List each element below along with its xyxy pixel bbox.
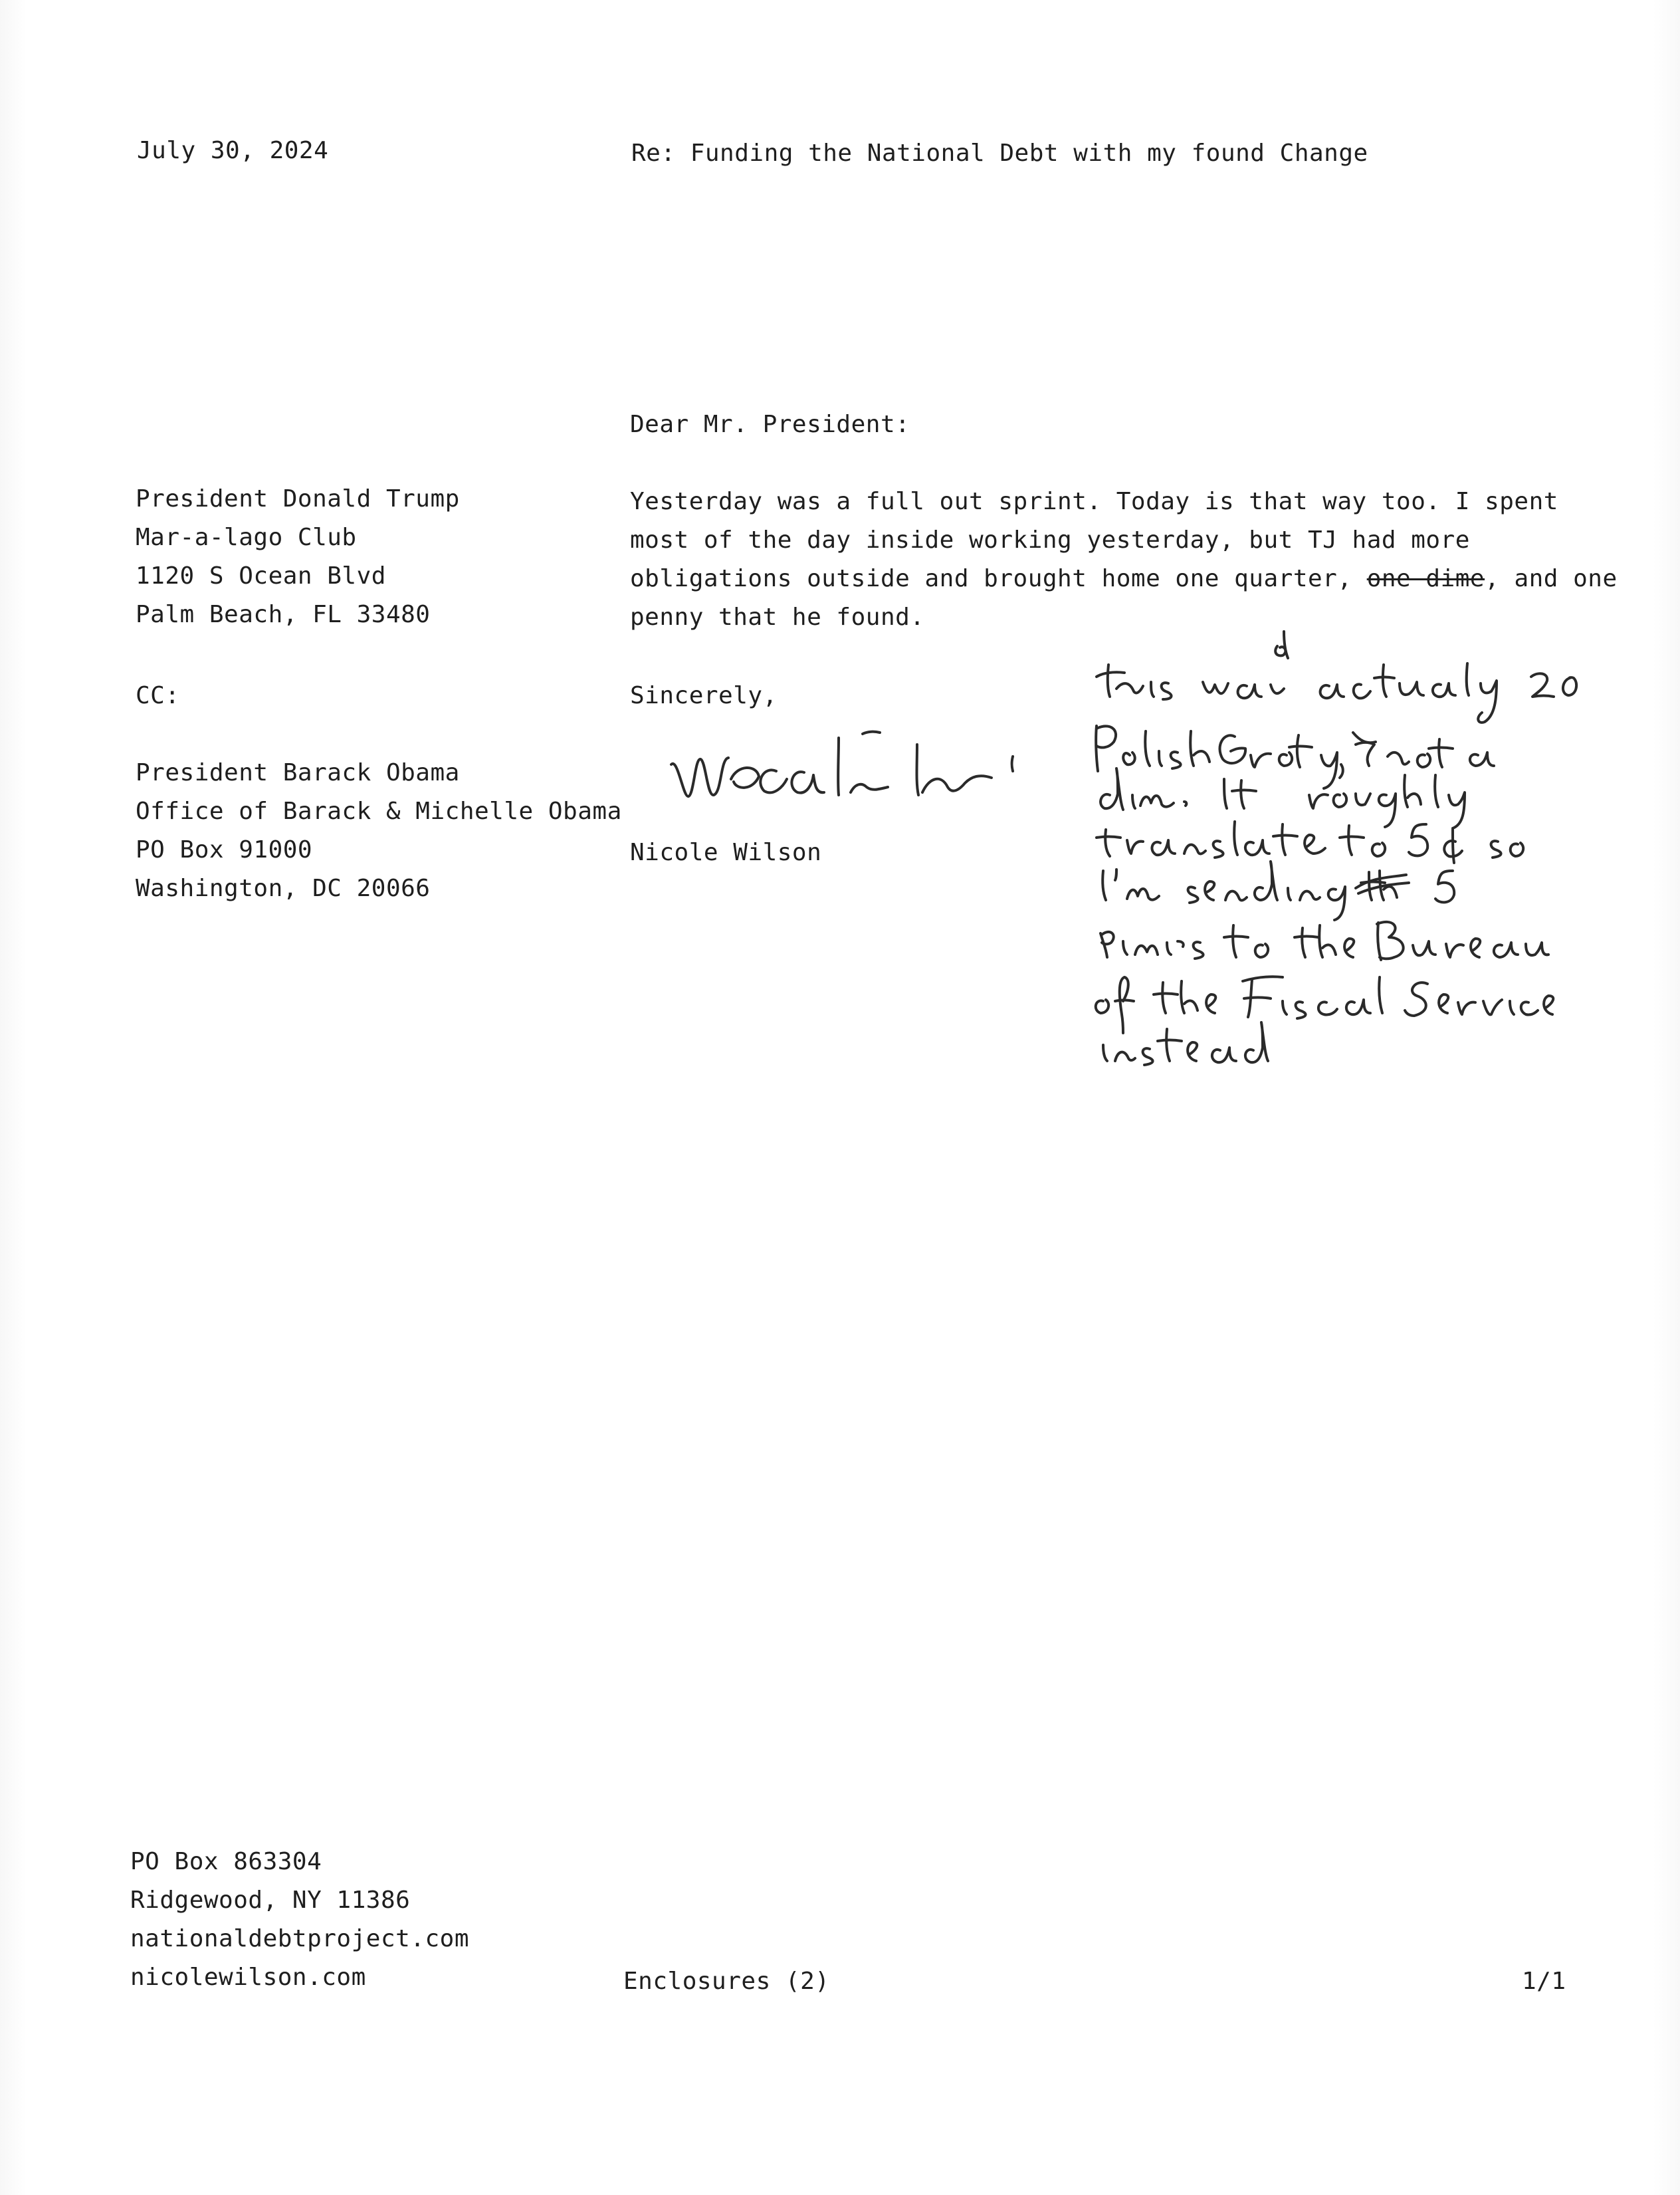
letter-body — [630, 483, 1618, 637]
cc-label: CC: — [136, 682, 180, 709]
page-number: 1/1 — [1522, 1968, 1566, 1995]
body-line-3-pre: obligations outside and brought home one quarter, — [630, 565, 1367, 592]
cc-address — [136, 754, 622, 908]
letter-date: July 30, 2024 — [137, 137, 329, 164]
sender-website: nationaldebtproject.com — [130, 1925, 469, 1952]
cc-line: PO Box 91000 — [136, 836, 313, 864]
sender-website: nicolewilson.com — [130, 1964, 366, 1991]
recipient-line: 1120 S Ocean Blvd — [136, 562, 386, 590]
enclosures: Enclosures (2) — [623, 1968, 830, 1995]
recipient-line: Palm Beach, FL 33480 — [136, 601, 431, 628]
recipient-line: Mar-a-lago Club — [136, 524, 357, 551]
sender-line: PO Box 863304 — [130, 1848, 322, 1875]
cc-line: President Barack Obama — [136, 759, 460, 786]
sender-address — [130, 1843, 469, 1997]
cc-line: Washington, DC 20066 — [136, 875, 431, 902]
body-line-4: penny that he found. — [630, 604, 925, 631]
sender-line: Ridgewood, NY 11386 — [130, 1887, 411, 1914]
body-line-1: Yesterday was a full out sprint. Today is that way too. I spent — [630, 488, 1558, 515]
body-line-3-post: , and one — [1485, 565, 1618, 592]
body-line-2: most of the day inside working yesterday, but TJ had more — [630, 526, 1470, 554]
signer-name: Nicole Wilson — [630, 839, 822, 866]
letter-subject: Re: Funding the National Debt with my found Change — [631, 140, 1368, 167]
handwritten-note — [1077, 625, 1635, 1157]
signature-image — [665, 718, 1037, 824]
recipient-line: President Donald Trump — [136, 485, 460, 513]
cc-line: Office of Barack & Michelle Obama — [136, 798, 622, 825]
body-line-3 — [630, 560, 1618, 598]
recipient-address — [136, 480, 460, 634]
salutation: Dear Mr. President: — [630, 411, 910, 438]
closing: Sincerely, — [630, 682, 778, 709]
struck-text: one dime — [1366, 565, 1485, 592]
